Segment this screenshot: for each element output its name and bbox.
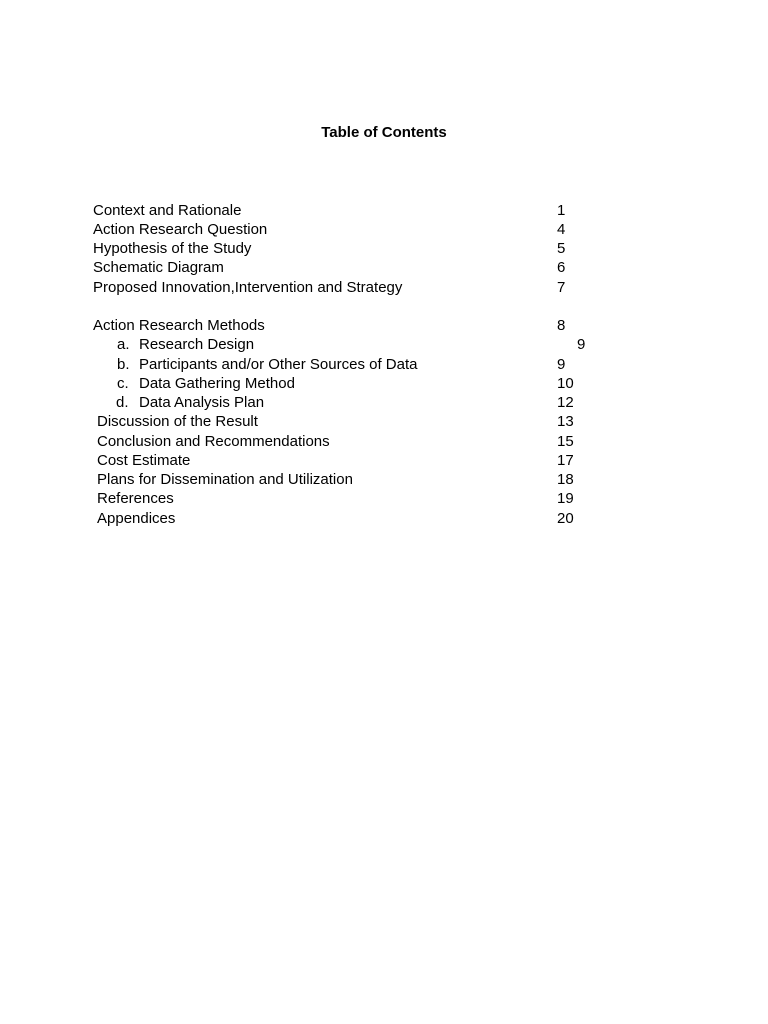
- toc-entry: [0, 432, 768, 451]
- toc-subentry: [0, 335, 768, 354]
- toc-entry-label: Context and Rationale: [93, 202, 242, 219]
- toc-entry-page: 10: [557, 375, 574, 392]
- toc-entry: [0, 201, 768, 220]
- toc-entry-marker: b.: [117, 356, 130, 373]
- toc-entry: [0, 509, 768, 528]
- toc-entry-page: 1: [557, 202, 566, 219]
- toc-entry-page: 15: [557, 433, 574, 450]
- toc-entry-label: Participants and/or Other Sources of Data: [139, 356, 418, 373]
- toc-entry-label: Proposed Innovation,Intervention and Strategy: [93, 279, 403, 296]
- toc-entry-page: 18: [557, 471, 574, 488]
- toc-entry-label: Research Design: [139, 336, 255, 353]
- toc-entry-page: 20: [557, 510, 574, 527]
- toc-entry-page: 5: [557, 240, 566, 257]
- toc-entry-label: Hypothesis of the Study: [93, 240, 252, 257]
- toc-entry-label: Discussion of the Result: [97, 413, 258, 430]
- toc-entry-label: Action Research Question: [93, 221, 268, 238]
- toc-entry-page: 19: [557, 490, 574, 507]
- toc-entry-page: 12: [557, 394, 574, 411]
- toc-entry-page: 4: [557, 221, 566, 238]
- toc-entry-page: 13: [557, 413, 574, 430]
- toc-entry: [0, 239, 768, 258]
- toc-entry-marker: c.: [117, 375, 129, 392]
- toc-subentry: [0, 393, 768, 412]
- toc-entry-page: 7: [557, 279, 566, 296]
- toc-entry-label: Conclusion and Recommendations: [97, 433, 330, 450]
- toc-entry-label: Cost Estimate: [97, 452, 191, 469]
- toc-entry-label: References: [97, 490, 174, 507]
- toc-entry: [0, 220, 768, 239]
- toc-entry-label: Action Research Methods: [93, 317, 265, 334]
- toc-entry: [0, 470, 768, 489]
- toc-entry: [0, 451, 768, 470]
- toc-subentry: [0, 374, 768, 393]
- toc-entry-marker: a.: [117, 336, 130, 353]
- toc-entry-page: 8: [557, 317, 566, 334]
- toc-entry-page: 6: [557, 259, 566, 276]
- toc-entry: [0, 412, 768, 431]
- toc-entry-page: 9: [577, 336, 586, 353]
- toc-subentry: [0, 355, 768, 374]
- toc-entry: [0, 489, 768, 508]
- page-title: Table of Contents: [321, 124, 447, 141]
- toc-entry-label: Data Gathering Method: [139, 375, 295, 392]
- toc-entry-page: 17: [557, 452, 574, 469]
- toc-entry-marker: d.: [116, 394, 129, 411]
- toc-entry: [0, 278, 768, 297]
- toc-entry-label: Data Analysis Plan: [139, 394, 265, 411]
- toc-entry: [0, 316, 768, 335]
- toc-entry: [0, 258, 768, 277]
- toc-entry-label: Schematic Diagram: [93, 259, 224, 276]
- toc-entry-page: 9: [557, 356, 566, 373]
- toc-entry-label: Plans for Dissemination and Utilization: [97, 471, 353, 488]
- toc-entry-label: Appendices: [97, 510, 176, 527]
